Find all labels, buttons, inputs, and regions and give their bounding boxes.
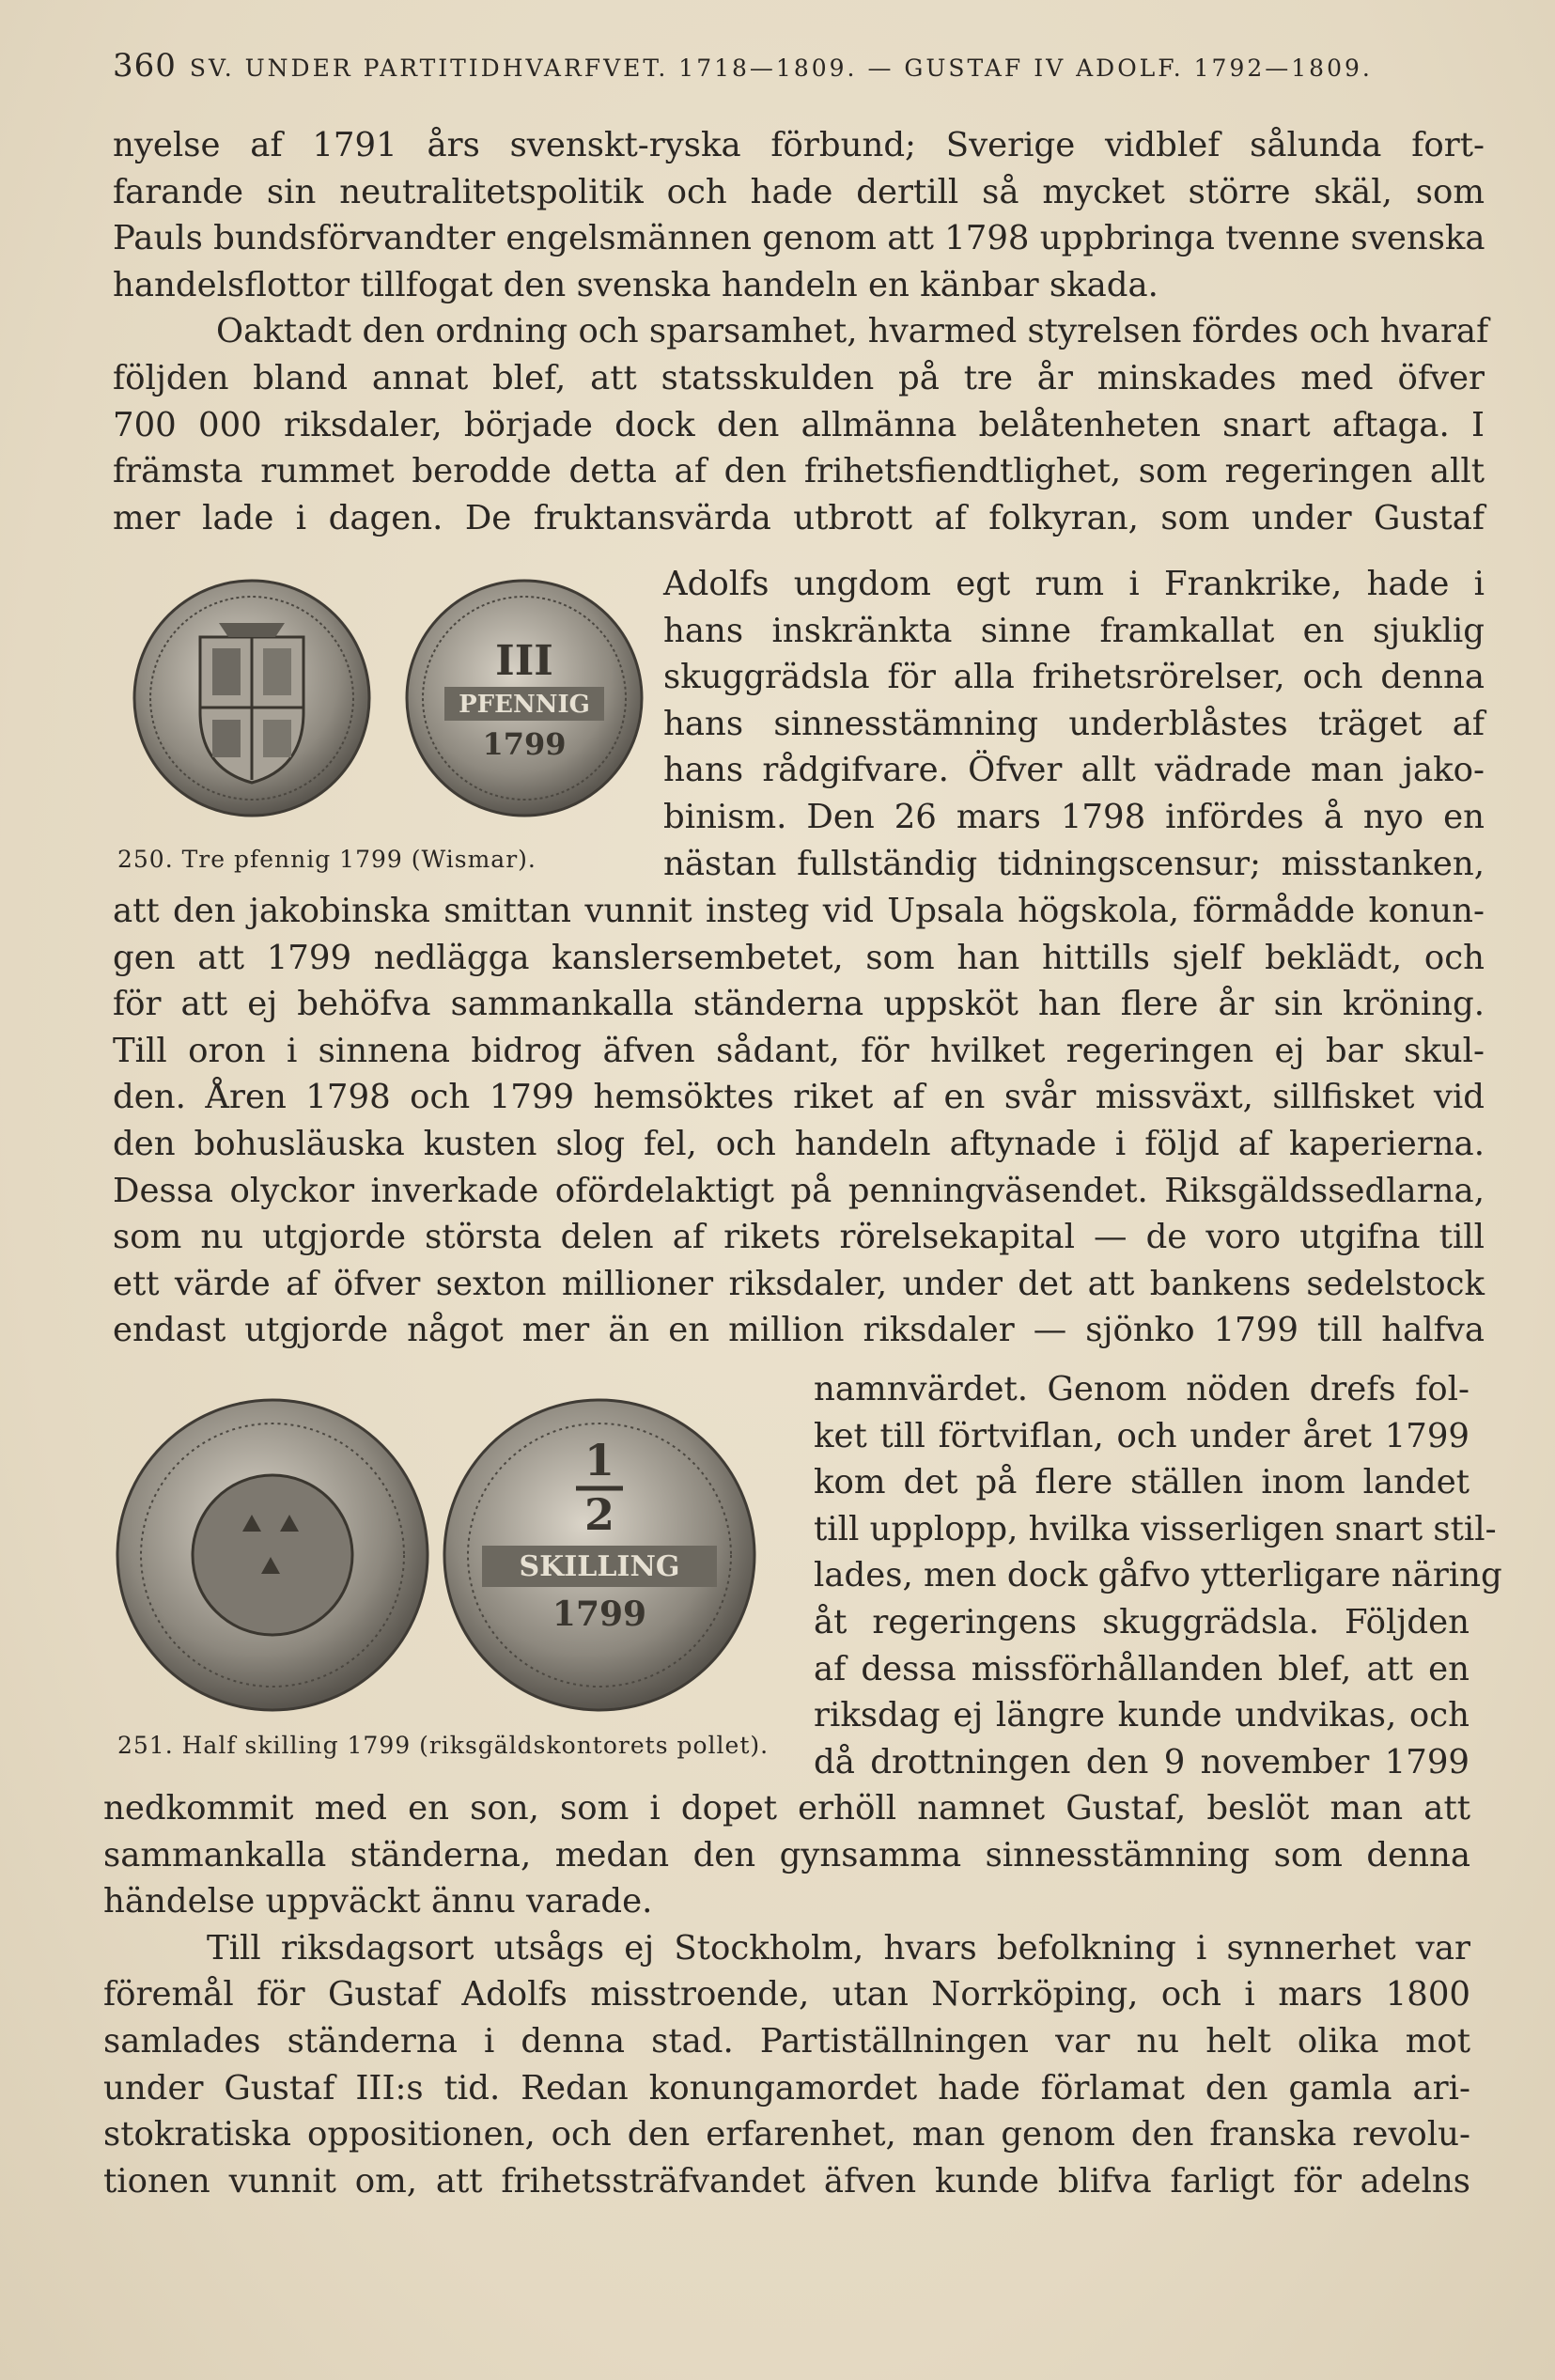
text-line: Oaktadt den ordning och sparsamhet, hvarmed styrelsen fördes och hvaraf (216, 312, 1489, 351)
coin-pair-250-image (111, 571, 656, 825)
text-line: föremål för Gustaf Adolfs misstroende, utan Norrköping, och i mars 1800 (103, 1975, 1470, 2014)
text-line: Till riksdagsort utsågs ej Stockholm, hvars befolkning i synnerhet var (207, 1928, 1470, 1968)
text-line: sammankalla ständerna, medan den gynsamma sinnesstämning som denna (103, 1835, 1470, 1874)
coin-reverse-251 (444, 1400, 754, 1710)
coin-text-denominator: 2 (583, 1489, 615, 1540)
text-line: som nu utgjorde största delen af rikets rörelsekapital — de voro utgifna till (113, 1218, 1485, 1257)
coin-text-year: 1799 (482, 726, 567, 762)
coin-pair-251-image (111, 1391, 769, 1719)
text-line: nedkommit med en son, som i dopet erhöll namnet Gustaf, beslöt man att (103, 1789, 1470, 1828)
text-line: då drottningen den 9 november 1799 (814, 1742, 1469, 1781)
coin-obverse-250 (134, 581, 369, 816)
paragraph-block-4 (814, 1366, 1502, 1785)
text-line: ett värde af öfver sexton millioner riksdaler, under det att bankens sedelstock (113, 1264, 1485, 1303)
text-line: tionen vunnit om, att frihetssträfvandet äfven kunde blifva farligt för adelns (103, 2161, 1470, 2201)
text-line: hans rådgifvare. Öfver allt vädrade man jako- (663, 751, 1485, 790)
paragraph-block-1 (113, 122, 1489, 541)
paragraph-block-3 (113, 888, 1485, 1354)
text-line: under Gustaf III:s tid. Redan konungamordet hade förlamat den gamla ari- (103, 2068, 1470, 2108)
text-line: följden bland annat blef, att statsskulden på tre år minskades med öfver (113, 358, 1485, 397)
figure-251-caption: 251. Half skilling 1799 (riksgäldskontorets pollet). (117, 1732, 770, 1759)
paragraph-block-2 (663, 561, 1485, 887)
text-line: af dessa missförhållanden blef, att en (814, 1649, 1469, 1688)
text-line: den. Åren 1798 och 1799 hemsöktes riket af en svår missväxt, sillfisket vid (113, 1078, 1485, 1117)
text-line: nästan fullständig tidningscensur; misstanken, (663, 844, 1485, 883)
running-header (113, 47, 1466, 85)
figure-250 (111, 571, 656, 825)
text-line: till upplopp, hvilka visserligen snart stil- (814, 1509, 1497, 1548)
text-line: Dessa olyckor inverkade ofördelaktigt på penningväsendet. Riksgäldssedlarna, (113, 1171, 1485, 1210)
text-line: namnvärdet. Genom nöden drefs fol- (814, 1370, 1469, 1408)
text-line: åt regeringens skuggrädsla. Följden (814, 1602, 1469, 1641)
text-line: Pauls bundsförvandter engelsmännen genom att 1798 uppbringa tvenne svenska (113, 219, 1485, 258)
text-line: gen att 1799 nedlägga kanslersembetet, som han hittills sjelf beklädt, och (113, 938, 1485, 977)
coin-text-numerator: 1 (583, 1435, 615, 1486)
text-line: hans sinnesstämning underblåstes träget af (663, 704, 1485, 743)
text-line: främsta rummet berodde detta af den frihetsfiendtlighet, som regeringen allt (113, 452, 1485, 491)
text-line: mer lade i dagen. De fruktansvärda utbrott af folkyran, som under Gustaf (113, 498, 1485, 537)
coin-obverse-251 (117, 1400, 428, 1710)
text-line: nyelse af 1791 års svenskt-ryska förbund; Sverige vidblef sålunda fort- (113, 126, 1485, 164)
text-line: ket till förtviflan, och under året 1799 (814, 1416, 1469, 1455)
coin-reverse-250 (407, 581, 642, 816)
text-line: att den jakobinska smittan vunnit insteg vid Upsala högskola, förmådde konun- (113, 892, 1485, 930)
text-line: endast utgjorde något mer än en million riksdaler — sjönko 1799 till halfva (113, 1311, 1485, 1350)
text-line: skuggrädsla för alla frihetsrörelser, och denna (663, 658, 1485, 697)
coin-text-denomination: PFENNIG (459, 691, 590, 719)
text-line: hans inskränkta sinne framkallat en sjuklig (663, 611, 1485, 650)
figure-251 (111, 1391, 769, 1719)
coin-text-denomination: SKILLING (519, 1550, 680, 1583)
text-line: handelsflottor tillfogat den svenska handeln en känbar skada. (113, 265, 1158, 304)
running-title: SV. UNDER PARTITIDHVARFVET. 1718—1809. — GUSTAF IV ADOLF. 1792—1809. (189, 54, 1373, 82)
text-line: samlades ständerna i denna stad. Partiställningen var nu helt olika mot (103, 2021, 1470, 2061)
coin-text-year: 1799 (552, 1594, 647, 1634)
text-line: 700 000 riksdaler, började dock den allmänna belåtenheten snart aftaga. I (113, 405, 1485, 444)
text-line: för att ej behöfva sammankalla ständerna uppsköt han flere år sin kröning. (113, 985, 1485, 1024)
figure-250-caption: 250. Tre pfennig 1799 (Wismar). (117, 846, 536, 873)
page-number: 360 (113, 47, 177, 85)
coin-text-value: III (495, 637, 553, 685)
text-line: farande sin neutralitetspolitik och hade dertill så mycket större skäl, som (113, 172, 1485, 211)
paragraph-block-5 (103, 1785, 1470, 2204)
text-line: den bohusläuska kusten slog fel, och handeln aftynade i följd af kaperierna. (113, 1124, 1485, 1163)
text-line: lades, men dock gåfvo ytterligare näring (814, 1556, 1502, 1595)
text-line: stokratiska oppositionen, och den erfarenhet, man genom den franska revolu- (103, 2115, 1470, 2154)
text-line: riksdag ej längre kunde undvikas, och (814, 1696, 1469, 1735)
text-line: kom det på flere ställen inom landet (814, 1463, 1469, 1502)
text-line: binism. Den 26 mars 1798 infördes å nyo en (663, 797, 1485, 836)
text-line: händelse uppväckt ännu varade. (103, 1882, 653, 1921)
text-line: Till oron i sinnena bidrog äfven sådant, för hvilket regeringen ej bar skul- (113, 1031, 1485, 1070)
text-line: Adolfs ungdom egt rum i Frankrike, hade i (663, 565, 1485, 603)
